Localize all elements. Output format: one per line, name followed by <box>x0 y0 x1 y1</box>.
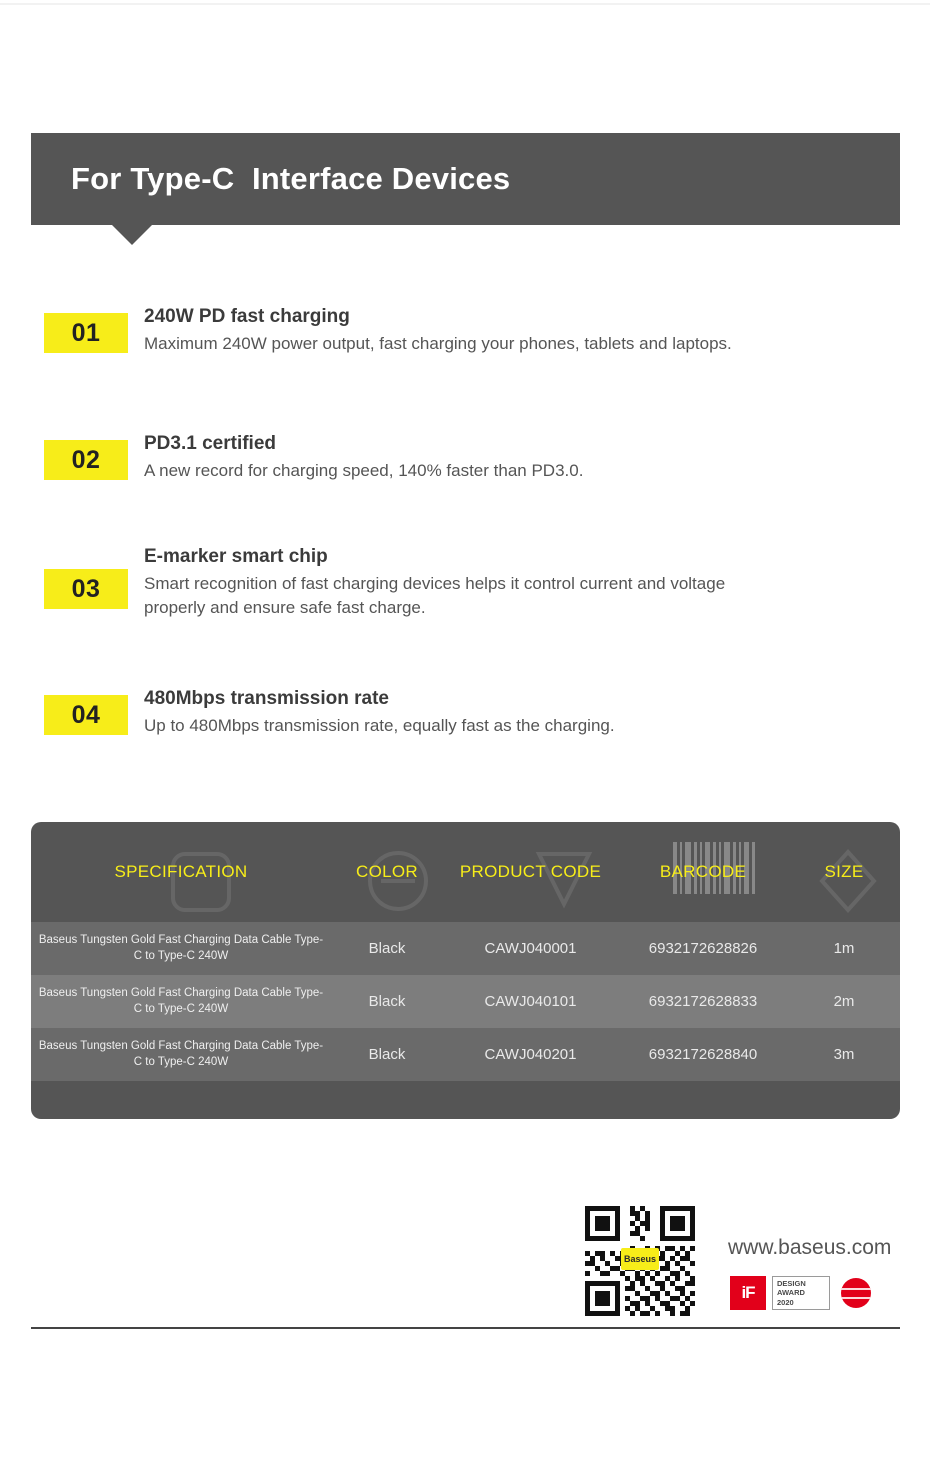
feature-item-04 <box>44 687 615 738</box>
website-url[interactable]: www.baseus.com <box>728 1236 892 1259</box>
cell-product-code: CAWJ040201 <box>484 1046 577 1063</box>
cell-specification: Baseus Tungsten Gold Fast Charging Data Cable Type-C to Type-C 240W <box>38 1039 324 1068</box>
table-header-barcode: BARCODE <box>659 862 747 881</box>
design-award-year: 2020 <box>777 1297 794 1307</box>
design-award-line2: AWARD <box>777 1288 805 1298</box>
feature-title: E-marker smart chip <box>144 546 328 567</box>
feature-number-badge: 02 <box>44 440 128 480</box>
feature-item-02 <box>44 432 583 483</box>
cell-size: 1m <box>833 940 855 957</box>
cell-size: 3m <box>833 1046 855 1063</box>
table-row <box>31 1028 900 1081</box>
cell-specification: Baseus Tungsten Gold Fast Charging Data Cable Type-C to Type-C 240W <box>38 986 324 1015</box>
feature-number-badge: 04 <box>44 695 128 735</box>
page-title: For Type-C Interface Devices <box>71 161 511 196</box>
feature-text <box>144 545 764 621</box>
cell-size: 2m <box>833 993 855 1010</box>
feature-text <box>144 432 583 483</box>
specification-table <box>31 822 900 1081</box>
table-row <box>31 975 900 1028</box>
feature-title: 480Mbps transmission rate <box>144 688 389 709</box>
qr-code[interactable] <box>585 1206 695 1316</box>
table-header-specification: SPECIFICATION <box>114 862 248 881</box>
feature-item-01 <box>44 305 732 356</box>
award-badges <box>730 1276 876 1310</box>
cell-color: Black <box>368 1046 406 1063</box>
feature-description: A new record for charging speed, 140% faster than PD3.0. <box>144 460 584 480</box>
red-dot-award-icon <box>836 1276 876 1310</box>
design-award-badge <box>772 1276 830 1310</box>
footer <box>0 1196 930 1326</box>
section-banner <box>31 133 900 225</box>
feature-title: 240W PD fast charging <box>144 306 350 327</box>
cell-barcode: 6932172628833 <box>648 993 758 1010</box>
table-header-product-code: PRODUCT CODE <box>459 862 602 881</box>
cell-barcode: 6932172628840 <box>648 1046 758 1063</box>
feature-description: Smart recognition of fast charging devices helps it control current and voltage properly and ensure safe fast charge. <box>144 573 726 618</box>
cell-color: Black <box>368 993 406 1010</box>
table-header-size: SIZE <box>824 862 864 881</box>
banner-pointer-icon <box>112 225 152 245</box>
table-header-color: COLOR <box>356 862 418 881</box>
qr-brand-logo: Baseus <box>621 1248 659 1270</box>
cell-product-code: CAWJ040101 <box>484 993 577 1010</box>
specification-table-container <box>31 822 900 1119</box>
design-award-line1: DESIGN <box>777 1278 806 1288</box>
feature-description: Up to 480Mbps transmission rate, equally fast as the charging. <box>144 715 615 735</box>
feature-item-03 <box>44 545 764 621</box>
feature-text <box>144 305 732 356</box>
feature-text <box>144 687 615 738</box>
top-divider <box>0 3 930 5</box>
table-row <box>31 922 900 975</box>
cell-barcode: 6932172628826 <box>648 940 758 957</box>
feature-number-badge: 03 <box>44 569 128 609</box>
cell-specification: Baseus Tungsten Gold Fast Charging Data Cable Type-C to Type-C 240W <box>38 933 324 962</box>
cell-color: Black <box>368 940 406 957</box>
cell-product-code: CAWJ040001 <box>484 940 577 957</box>
bottom-divider <box>31 1327 900 1329</box>
feature-description: Maximum 240W power output, fast charging your phones, tablets and laptops. <box>144 333 732 353</box>
feature-title: PD3.1 certified <box>144 433 276 454</box>
table-header-row <box>31 822 900 922</box>
if-award-badge: iF <box>730 1276 766 1310</box>
feature-number-badge: 01 <box>44 313 128 353</box>
